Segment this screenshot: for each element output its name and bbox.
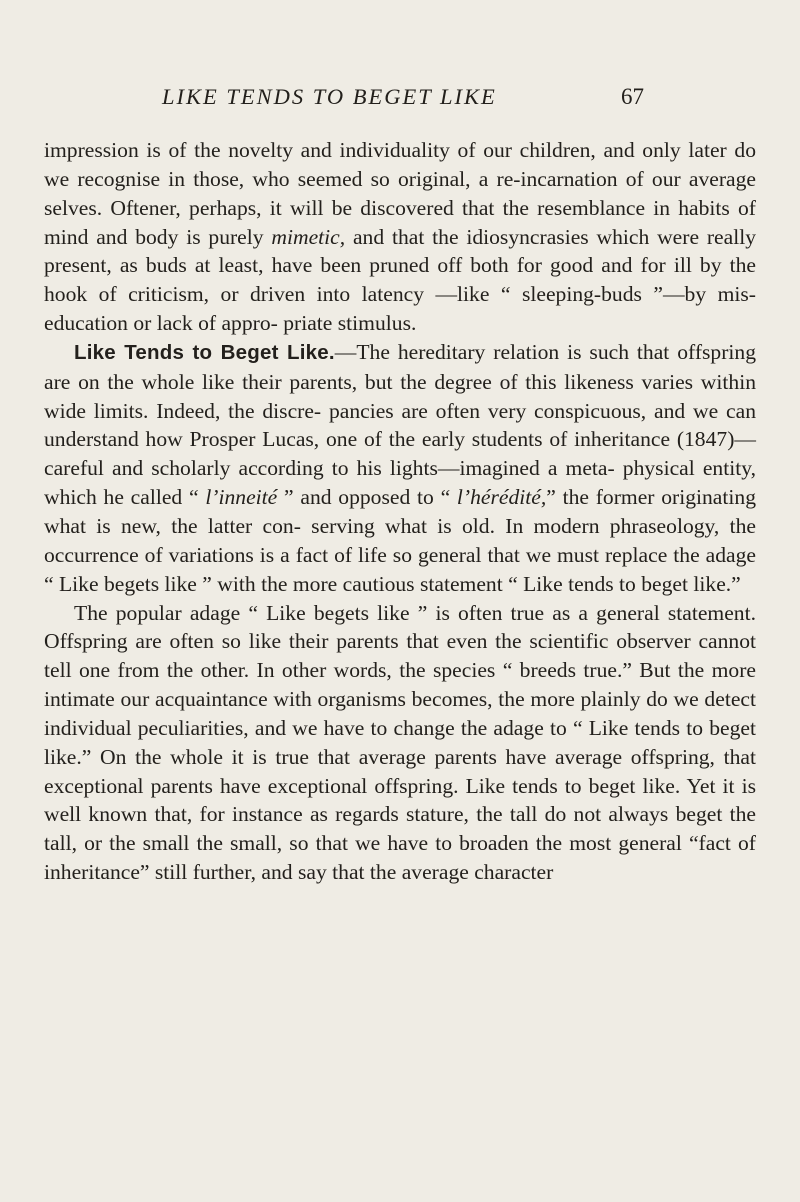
running-title: LIKE TENDS TO BEGET LIKE [162,84,497,109]
paragraph-2-text-b: ” and opposed to “ [277,485,457,510]
paragraph-2-italic-heredite: l’hérédité, [456,485,547,510]
paragraph-1 [44,136,756,338]
paragraph-1-italic-mimetic: mimetic, [271,224,346,249]
paragraph-3: The popular adage “ Like begets like ” is often true as a general statement. Offspring are often so like their parents that even the scientific observer cannot tell one from the other. In other words, the species “ breeds true.” But the more intimate our acquaintance with organisms becomes, the more plainly do we detect individual peculiarities, and we have to change the adage to “ Like tends to beget like.” On the whole it is true that average parents have average offspring, that exceptional parents have exceptional offspring. Like tends to beget like. Yet it is well known that, for instance as regards stature, the tall do not always beget the tall, or the small the small, so that we have to broaden the most general “fact of inheritance” still further, and say that the average character [44,600,756,885]
paragraph-2 [44,338,756,599]
paragraph-2-text-c: ” the former originating what is new, the latter con- serving what is old. In modern phraseology, the occurrence of variations is a fact of life so general that we must replace the adage “ Like begets like ” with the more cautious statement “ Like tends to beget like.” [44,485,756,596]
running-head [0,84,800,124]
paragraph-1-text-a: impression is of the novelty and individuality of our children, and only later do we recognise in those, who seemed so original, a re-incarnation of our average selves. Oftener, perhaps, it will be discovered that the resemblance in habits of mind and body is purely [44,138,756,249]
paragraph-2-italic-inneite: l’inneité [205,485,278,510]
body-text [44,136,756,887]
section-heading: Like Tends to Beget Like. [74,340,335,364]
paragraph-1-text-b: and that the idiosyncrasies which were really present, as buds at least, have been pruned off both for good and for ill by the hook of criticism, or driven into latency —like “ sleeping-buds ”—by mis-education or lack of appro- priate stimulus. [44,224,756,336]
page-number: 67 [621,84,644,109]
paragraph-2-text-a: —The hereditary relation is such that offspring are on the whole like their parents, but the degree of this likeness varies within wide limits. Indeed, the discre- pancies are often very conspicuous, and we can understand how Prosper Lucas, one of the early students of inheritance (1847)— careful and scholarly according to his lights—imagined a meta- physical entity, which he called “ [44,339,756,510]
